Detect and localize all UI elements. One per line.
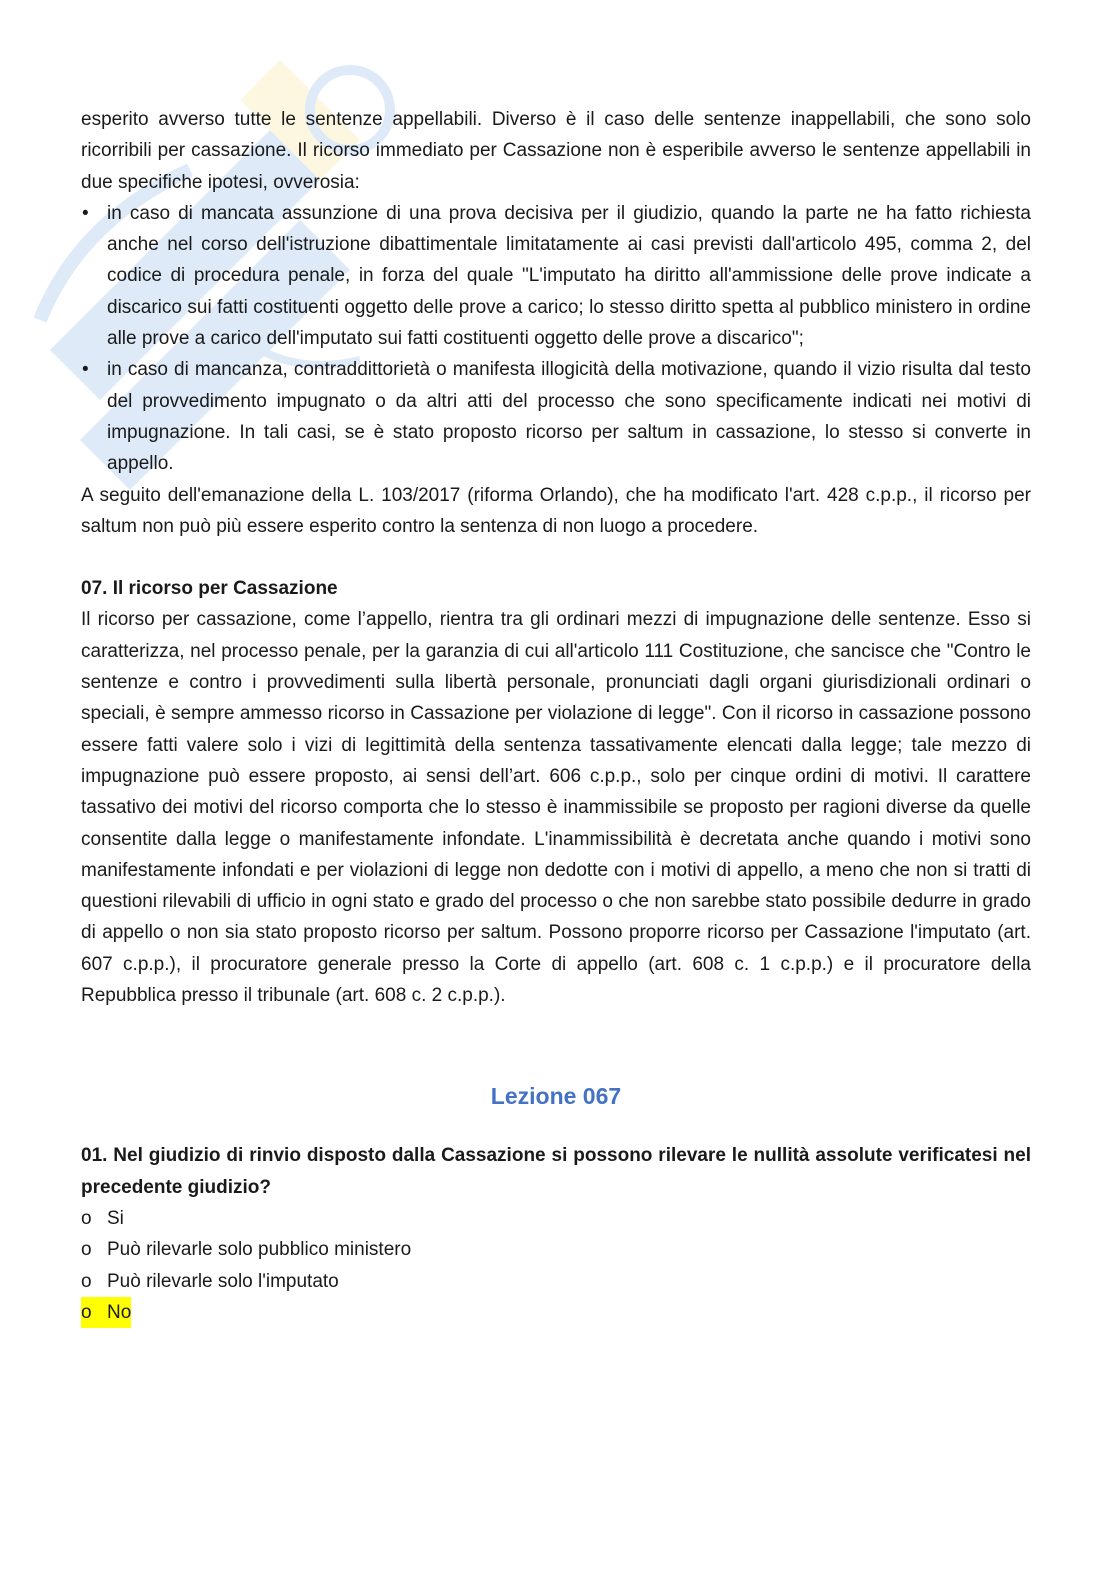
option-wrap: [81, 1297, 131, 1328]
option-wrap: [81, 1234, 411, 1265]
intro-paragraph: esperito avverso tutte le sentenze appellabili. Diverso è il caso delle sentenze inappellabili, che sono solo ricorribili per cassazione. Il ricorso immediato per Cassazione non è esperibile avverso le sentenze appellabili in due specifiche ipotesi, ovverosia:: [81, 109, 1031, 193]
section-body: Il ricorso per cassazione, come l’appello, rientra tra gli ordinari mezzi di impugnazione delle sentenze. Esso si caratterizza, nel processo penale, per la garanzia di cui all'articolo 111 Costituzione, che sancisce che "Contro le sentenze e contro i provvedimenti sulla libertà personale, pronunciati dagli organi giurisdizionali ordinari o speciali, è sempre ammesso ricorso in Cassazione per violazione di legge". Con il ricorso in cassazione possono essere fatti valere solo i vizi di legittimità della sentenza tassativamente elencati dalla legge; tale mezzo di impugnazione può essere proposto, ai sensi dell’art. 606 c.p.p., solo per cinque ordini di motivi. Il carattere tassativo dei motivi del ricorso comporta che lo stesso è inammissibile se proposto per ragioni diverse da quelle consentite dalla legge o manifestamente infondate. L'inammissibilità è decretata anche quando i motivi sono manifestamente infondati e per violazioni di legge non dedotte con i motivi di appello, a meno che non si tratti di questioni rilevabili di ufficio in ogni stato e grado del processo o che non sarebbe stato possibile dedurre in grado di appello o non sia stato proposto ricorso per saltum. Possono proporre ricorso per Cassazione l'imputato (art. 607 c.p.p.), il procuratore generale presso la Corte di appello (art. 608 c. 1 c.p.p.) e il procuratore della Repubblica presso il tribunale (art. 608 c. 2 c.p.p.).: [81, 609, 1031, 1007]
option-wrap: [81, 1266, 339, 1297]
answer-option-correct: [81, 1297, 1031, 1328]
answer-option: [81, 1203, 1031, 1234]
section-heading: 07. Il ricorso per Cassazione: [81, 578, 338, 600]
closing-paragraph: A seguito dell'emanazione della L. 103/2017 (riforma Orlando), che ha modificato l'art. 428 c.p.p., il ricorso per saltum non può più essere esperito contro la sentenza di non luogo a procedere.: [81, 484, 1031, 537]
option-label: Può rilevarle solo pubblico ministero: [107, 1239, 412, 1261]
option-label: Si: [107, 1207, 124, 1229]
answer-option: [81, 1266, 1031, 1297]
quiz-question: 01. Nel giudizio di rinvio disposto dalla Cassazione si possono rilevare le nullità assolute verificatesi nel precedente giudizio?: [81, 1145, 1031, 1198]
list-item: • in caso di mancata assunzione di una prova decisiva per il giudizio, quando la parte ne ha fatto richiesta anche nel corso dell'istruzione dibattimentale limitatamente ai casi previsti dall'articolo 495, comma 2, del codice di procedura penale, in forza del quale "L'imputato ha diritto all'ammissione delle prove indicate a discarico sui fatti costituenti oggetto delle prove a carico; lo stesso diritto spetta al pubblico ministero in ordine alle prove a carico dell'imputato sui fatti costituenti oggetto delle prove a discarico";: [81, 198, 1031, 354]
lesson-title: Lezione 067: [490, 1083, 622, 1110]
option-label: No: [107, 1301, 132, 1323]
list-item: • in caso di mancanza, contraddittorietà o manifesta illogicità della motivazione, quando il vizio risulta dal testo del provvedimento impugnato o da altri atti del processo che sono specificamente indicati nei motivi di impugnazione. In tali casi, se è stato proposto ricorso per saltum in cassazione, lo stesso si converte in appello.: [81, 354, 1031, 479]
answer-options: [81, 1203, 1031, 1328]
exception-list: [81, 198, 1031, 480]
option-label: Può rilevarle solo l'imputato: [107, 1270, 339, 1292]
answer-option: [81, 1234, 1031, 1265]
option-wrap: [81, 1203, 124, 1234]
circle-bullet-icon: o: [81, 1270, 92, 1292]
document-page: [81, 104, 1031, 1328]
circle-bullet-icon: o: [81, 1207, 92, 1229]
circle-bullet-icon: o: [81, 1239, 92, 1261]
circle-bullet-icon: o: [81, 1301, 92, 1323]
